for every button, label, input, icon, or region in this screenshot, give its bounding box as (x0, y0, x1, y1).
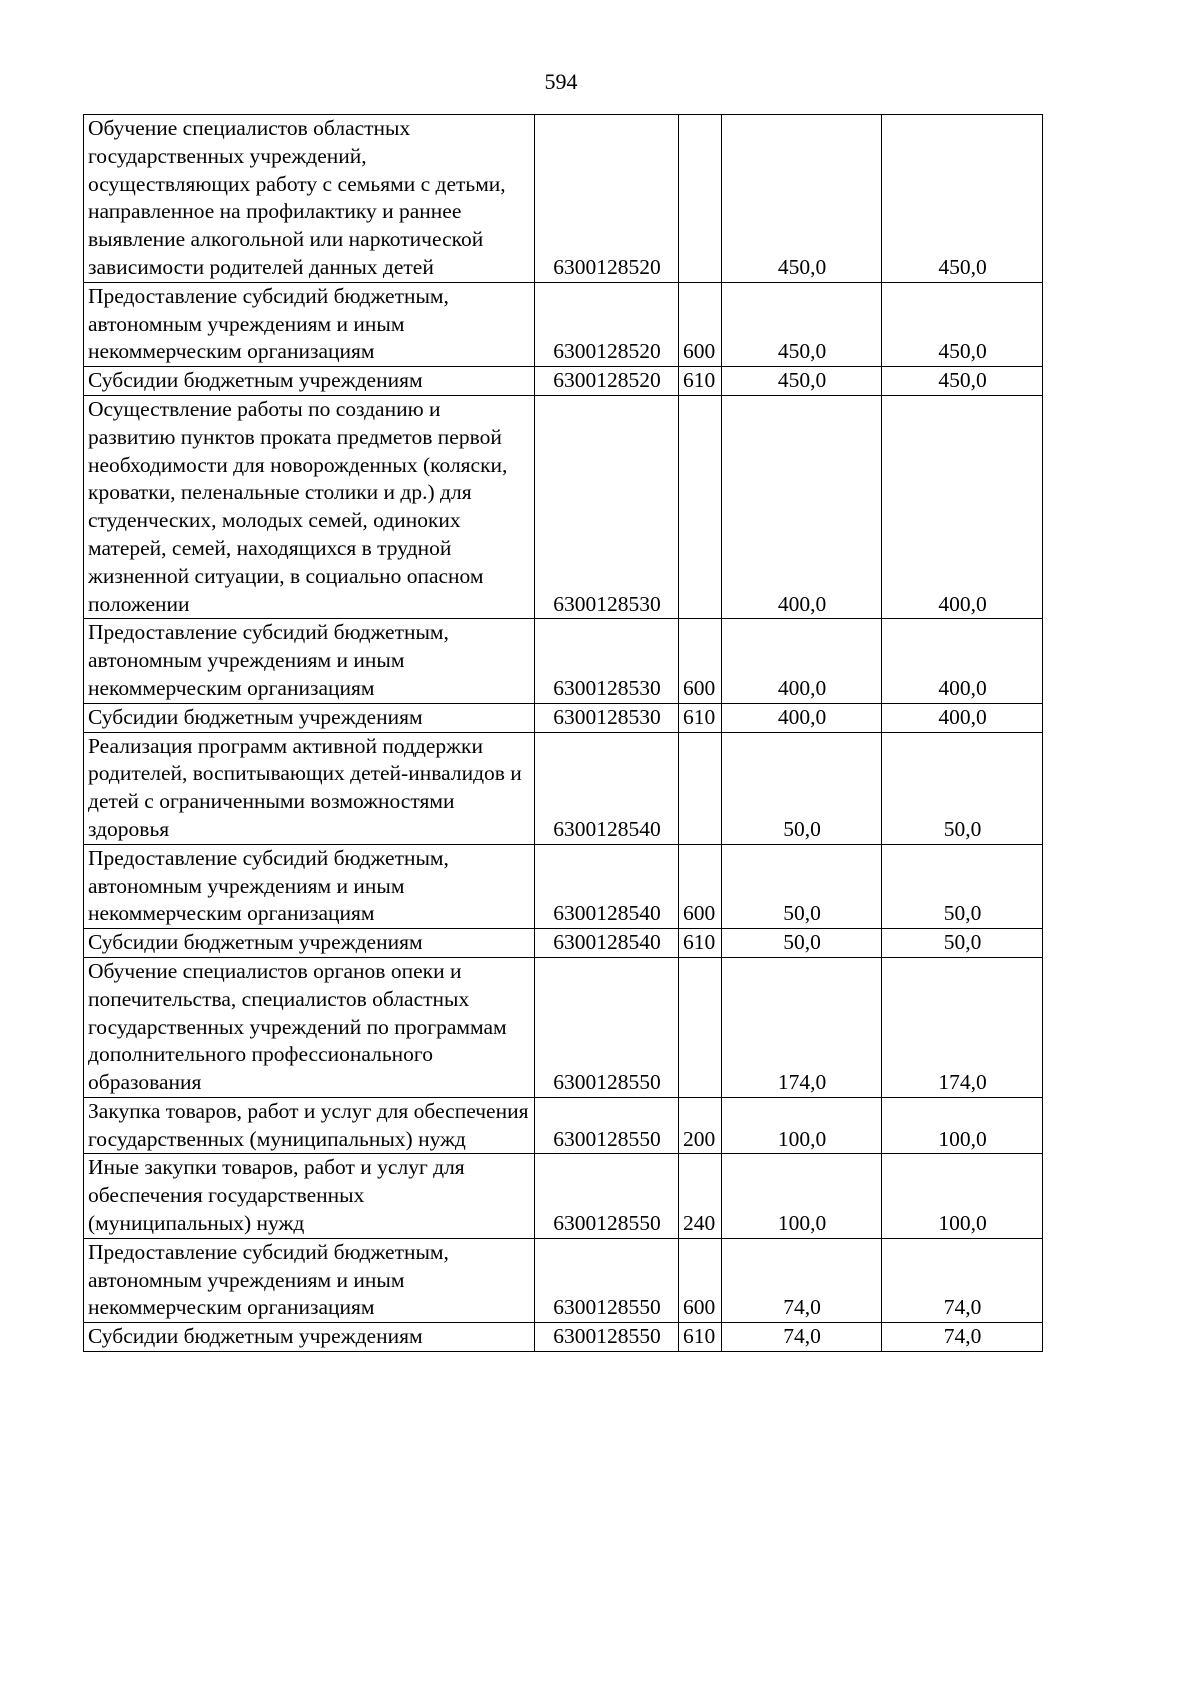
row-amount-1: 100,0 (722, 1154, 882, 1238)
row-amount-2: 50,0 (882, 732, 1043, 844)
row-name: Осуществление работы по созданию и развитию пунктов проката предметов первой необходимости для новорожденных (коляски, кроватки, пеленальные столики и др.) для студенческих, молодых семей, одиноких матерей, семей, находящихся в трудной жизненной ситуации, в социально опасном положении (84, 395, 535, 618)
row-amount-1: 174,0 (722, 957, 882, 1097)
row-target-code: 6300128520 (535, 367, 679, 396)
row-amount-2: 100,0 (882, 1097, 1043, 1154)
row-name: Предоставление субсидий бюджетным, автономным учреждениям и иным некоммерческим организациям (84, 844, 535, 928)
row-expense-kind: 600 (679, 1238, 722, 1322)
row-expense-kind (679, 957, 722, 1097)
row-amount-1: 450,0 (722, 367, 882, 396)
table-row (84, 1154, 1043, 1238)
row-expense-kind: 610 (679, 703, 722, 732)
table-row (84, 115, 1043, 283)
table-row (84, 844, 1043, 928)
table-row (84, 1323, 1043, 1352)
row-expense-kind (679, 395, 722, 618)
row-target-code: 6300128550 (535, 1097, 679, 1154)
row-name: Предоставление субсидий бюджетным, автономным учреждениям и иным некоммерческим организациям (84, 619, 535, 703)
row-target-code: 6300128540 (535, 844, 679, 928)
table-row (84, 703, 1043, 732)
table-row (84, 929, 1043, 958)
row-amount-1: 400,0 (722, 619, 882, 703)
row-amount-2: 174,0 (882, 957, 1043, 1097)
row-amount-2: 450,0 (882, 367, 1043, 396)
row-amount-1: 400,0 (722, 703, 882, 732)
row-target-code: 6300128550 (535, 1238, 679, 1322)
row-amount-2: 450,0 (882, 282, 1043, 366)
row-amount-2: 450,0 (882, 115, 1043, 283)
row-amount-2: 400,0 (882, 703, 1043, 732)
row-target-code: 6300128540 (535, 929, 679, 958)
row-amount-1: 50,0 (722, 732, 882, 844)
table-row (84, 1097, 1043, 1154)
row-expense-kind (679, 115, 722, 283)
row-name: Субсидии бюджетным учреждениям (84, 929, 535, 958)
row-target-code: 6300128550 (535, 1154, 679, 1238)
row-target-code: 6300128550 (535, 957, 679, 1097)
row-name: Реализация программ активной поддержки родителей, воспитывающих детей-инвалидов и детей с ограниченными возможностями здоровья (84, 732, 535, 844)
row-name: Закупка товаров, работ и услуг для обеспечения государственных (муниципальных) нужд (84, 1097, 535, 1154)
row-amount-2: 50,0 (882, 929, 1043, 958)
budget-table (83, 114, 1043, 1352)
row-expense-kind: 610 (679, 1323, 722, 1352)
row-amount-2: 400,0 (882, 619, 1043, 703)
row-amount-1: 50,0 (722, 929, 882, 958)
row-name: Субсидии бюджетным учреждениям (84, 1323, 535, 1352)
row-target-code: 6300128530 (535, 395, 679, 618)
row-amount-2: 74,0 (882, 1238, 1043, 1322)
row-expense-kind: 600 (679, 844, 722, 928)
row-target-code: 6300128530 (535, 703, 679, 732)
row-amount-2: 74,0 (882, 1323, 1043, 1352)
row-amount-1: 74,0 (722, 1323, 882, 1352)
row-expense-kind: 600 (679, 619, 722, 703)
row-name: Обучение специалистов областных государственных учреждений, осуществляющих работу с семьями с детьми, направленное на профилактику и раннее выявление алкогольной или наркотической зависимости родителей данных детей (84, 115, 535, 283)
table-row (84, 619, 1043, 703)
row-target-code: 6300128520 (535, 115, 679, 283)
table-row (84, 282, 1043, 366)
row-name: Предоставление субсидий бюджетным, автономным учреждениям и иным некоммерческим организациям (84, 282, 535, 366)
row-amount-2: 50,0 (882, 844, 1043, 928)
row-target-code: 6300128550 (535, 1323, 679, 1352)
row-expense-kind: 240 (679, 1154, 722, 1238)
row-target-code: 6300128530 (535, 619, 679, 703)
row-target-code: 6300128540 (535, 732, 679, 844)
row-expense-kind (679, 732, 722, 844)
row-amount-1: 450,0 (722, 282, 882, 366)
table-row (84, 367, 1043, 396)
page-number: 594 (544, 69, 578, 94)
row-amount-1: 74,0 (722, 1238, 882, 1322)
row-expense-kind: 610 (679, 367, 722, 396)
row-amount-2: 100,0 (882, 1154, 1043, 1238)
row-amount-1: 50,0 (722, 844, 882, 928)
row-expense-kind: 600 (679, 282, 722, 366)
row-expense-kind: 200 (679, 1097, 722, 1154)
row-name: Субсидии бюджетным учреждениям (84, 367, 535, 396)
row-amount-1: 400,0 (722, 395, 882, 618)
table-row (84, 957, 1043, 1097)
row-name: Предоставление субсидий бюджетным, автономным учреждениям и иным некоммерческим организациям (84, 1238, 535, 1322)
table-row (84, 732, 1043, 844)
row-expense-kind: 610 (679, 929, 722, 958)
row-amount-1: 100,0 (722, 1097, 882, 1154)
table-row (84, 1238, 1043, 1322)
row-amount-1: 450,0 (722, 115, 882, 283)
table-row (84, 395, 1043, 618)
row-name: Обучение специалистов органов опеки и попечительства, специалистов областных государственных учреждений по программам дополнительного профессионального образования (84, 957, 535, 1097)
row-name: Иные закупки товаров, работ и услуг для обеспечения государственных (муниципальных) нужд (84, 1154, 535, 1238)
row-name: Субсидии бюджетным учреждениям (84, 703, 535, 732)
row-target-code: 6300128520 (535, 282, 679, 366)
row-amount-2: 400,0 (882, 395, 1043, 618)
